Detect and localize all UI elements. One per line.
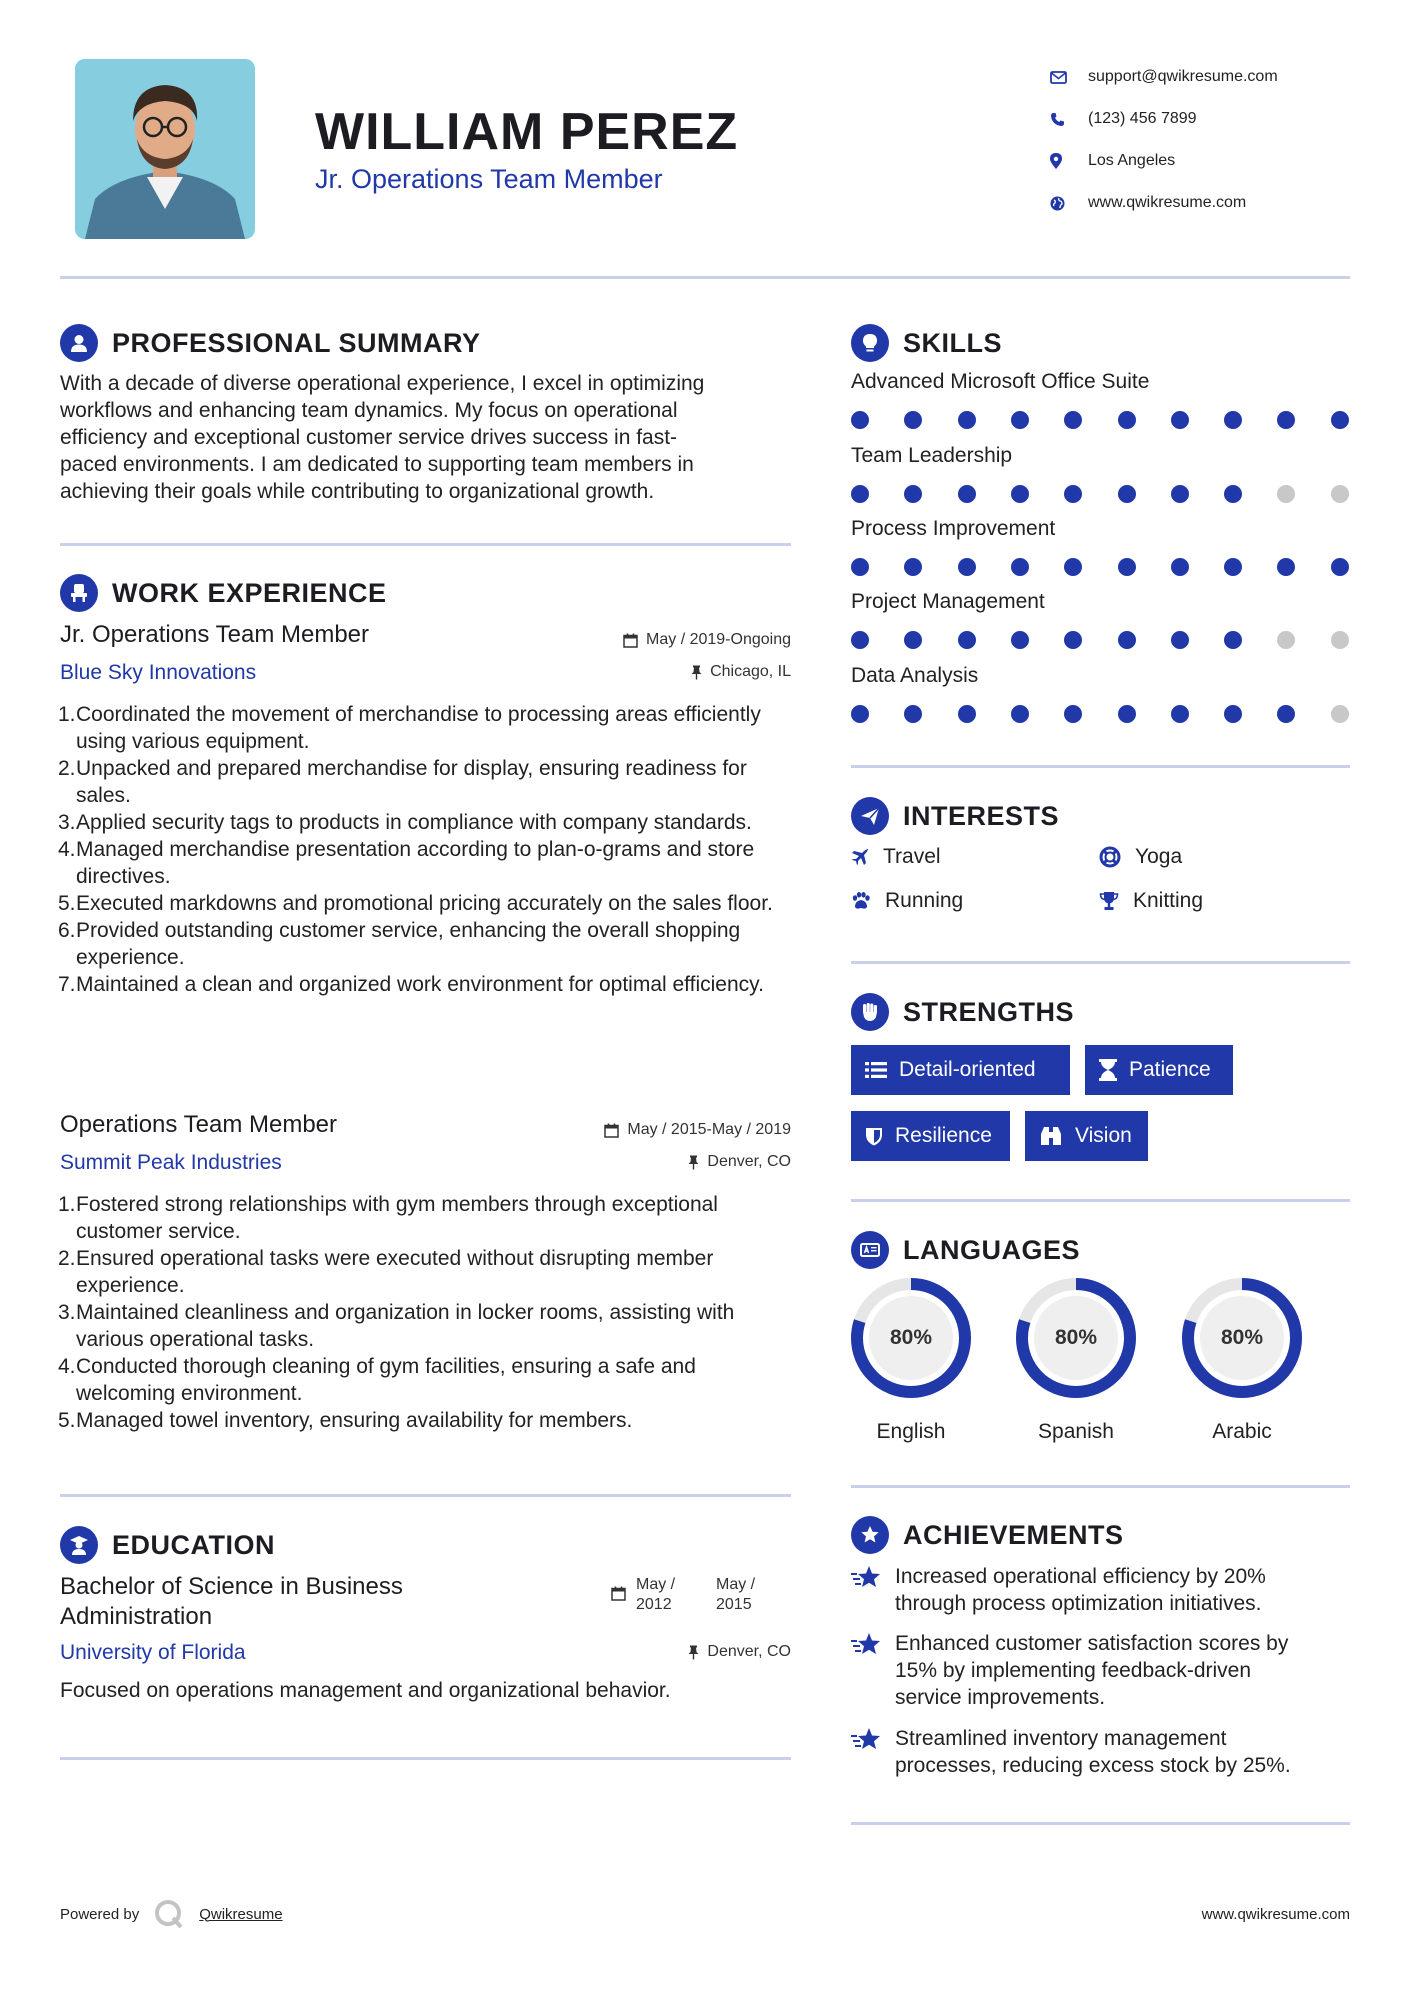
contact-block bbox=[1050, 56, 1380, 224]
interests-heading: INTERESTS bbox=[903, 800, 1060, 831]
achievements-header bbox=[851, 1516, 1124, 1554]
summary-heading: PROFESSIONAL SUMMARY bbox=[112, 327, 481, 358]
skill-dot-filled bbox=[1224, 411, 1242, 429]
skill-item bbox=[851, 444, 1351, 504]
education-end: May / 2015 bbox=[716, 1576, 756, 1613]
degree-title bbox=[60, 1572, 403, 1632]
skill-dot-filled bbox=[1064, 558, 1082, 576]
paper-plane-icon bbox=[859, 805, 881, 827]
skill-name: Data Analysis bbox=[851, 664, 979, 687]
interest-item bbox=[1099, 845, 1182, 869]
skill-name: Project Management bbox=[851, 590, 1045, 613]
skill-dot-filled bbox=[1171, 485, 1189, 503]
language-name: English bbox=[876, 1420, 946, 1443]
job-duties bbox=[60, 1191, 800, 1434]
skill-dot-empty bbox=[1331, 631, 1349, 649]
footer-website[interactable]: www.qwikresume.com bbox=[1201, 1906, 1350, 1923]
list-item: 3. Applied security tags to products in compliance with company standards. bbox=[58, 811, 752, 834]
achievement-item bbox=[851, 1725, 1351, 1779]
list-item: 6. Provided outstanding customer service, enhancing the overall shopping experience. bbox=[58, 919, 741, 969]
language-percent: 80% bbox=[1054, 1326, 1098, 1349]
skill-dot-filled bbox=[1171, 558, 1189, 576]
strength-tag bbox=[851, 1045, 1070, 1095]
skill-item bbox=[851, 664, 1351, 724]
skill-dot-filled bbox=[1171, 705, 1189, 723]
lifebuoy-icon bbox=[1099, 846, 1121, 868]
job-title: Operations Team Member bbox=[60, 1111, 338, 1138]
map-pin-icon bbox=[1050, 153, 1062, 169]
contact-location bbox=[1050, 140, 1380, 182]
phone-icon bbox=[1050, 112, 1065, 127]
skill-dot-filled bbox=[904, 631, 922, 649]
skill-dot-filled bbox=[1331, 558, 1349, 576]
summary-line: achieving their goals while contributing to organizational growth. bbox=[60, 480, 655, 503]
languages-heading: LANGUAGES bbox=[903, 1234, 1081, 1265]
strength-label: Detail-oriented bbox=[899, 1058, 1036, 1081]
education-location bbox=[688, 1643, 791, 1661]
candidate-name: WILLIAM PEREZ bbox=[315, 103, 739, 161]
contact-phone[interactable] bbox=[1050, 98, 1380, 140]
language-progress-ring bbox=[1180, 1276, 1304, 1400]
interest-label: Running bbox=[885, 889, 964, 912]
strengths-header bbox=[851, 993, 1074, 1031]
work-divider bbox=[60, 1494, 791, 1497]
star-badge-icon bbox=[859, 1524, 881, 1546]
skill-dot-empty bbox=[1277, 485, 1295, 503]
job-dates-text: May / 2015-May / 2019 bbox=[627, 1121, 791, 1138]
contact-email-text: support@qwikresume.com bbox=[1088, 68, 1278, 85]
skill-dot-filled bbox=[1277, 705, 1295, 723]
job-dates bbox=[604, 1121, 791, 1139]
skill-dot-filled bbox=[958, 558, 976, 576]
skill-dot-filled bbox=[1011, 558, 1029, 576]
contact-website-text: www.qwikresume.com bbox=[1088, 194, 1247, 211]
achievement-text: Increased operational efficiency by 20% through process optimization initiatives. bbox=[895, 1565, 1266, 1615]
skill-dot-filled bbox=[904, 558, 922, 576]
skill-dot-filled bbox=[851, 411, 869, 429]
list-item: 4. Conducted thorough cleaning of gym facilities, ensuring a safe and welcoming environment. bbox=[58, 1355, 696, 1405]
skill-dot-filled bbox=[1118, 705, 1136, 723]
calendar-icon bbox=[611, 1586, 626, 1601]
language-progress-ring bbox=[1014, 1276, 1138, 1400]
skill-dot-empty bbox=[1331, 485, 1349, 503]
strength-label: Patience bbox=[1129, 1058, 1211, 1081]
skill-dot-filled bbox=[1277, 411, 1295, 429]
language-progress-ring bbox=[849, 1276, 973, 1400]
achievement-text: Streamlined inventory management processes, reducing excess stock by 25%. bbox=[895, 1727, 1291, 1777]
skill-dot-filled bbox=[1064, 411, 1082, 429]
list-item: 2. Ensured operational tasks were executed without disrupting member experience. bbox=[58, 1247, 714, 1297]
interest-label: Travel bbox=[883, 845, 941, 868]
skill-name: Team Leadership bbox=[851, 444, 1013, 467]
interest-item bbox=[851, 845, 941, 869]
job-dates-text: May / 2019-Ongoing bbox=[646, 631, 791, 648]
interest-label: Yoga bbox=[1135, 845, 1183, 868]
strengths-divider bbox=[851, 1199, 1350, 1202]
candidate-title: Jr. Operations Team Member bbox=[315, 164, 663, 194]
strengths-heading: STRENGTHS bbox=[903, 996, 1075, 1027]
job-location-text: Denver, CO bbox=[707, 1153, 791, 1170]
list-item: 4. Managed merchandise presentation according to plan-o-grams and store directives. bbox=[58, 838, 755, 888]
skills-heading: SKILLS bbox=[903, 327, 1003, 358]
skill-item bbox=[851, 517, 1351, 577]
lightbulb-icon bbox=[859, 332, 881, 354]
language-percent: 80% bbox=[889, 1326, 933, 1349]
skill-dot-filled bbox=[958, 705, 976, 723]
degree-line: Administration bbox=[60, 1603, 213, 1630]
list-item: 5. Executed markdowns and promotional pricing accurately on the sales floor. bbox=[58, 892, 773, 915]
contact-email[interactable] bbox=[1050, 56, 1380, 98]
language-name: Arabic bbox=[1212, 1420, 1272, 1443]
achievements-divider bbox=[851, 1822, 1350, 1825]
strength-tag bbox=[1025, 1111, 1148, 1161]
strength-tag bbox=[851, 1111, 1010, 1161]
skill-dot-filled bbox=[1277, 558, 1295, 576]
achievement-item bbox=[851, 1630, 1351, 1711]
interest-item bbox=[1099, 889, 1203, 913]
education-header bbox=[60, 1526, 275, 1564]
skill-dot-empty bbox=[1277, 631, 1295, 649]
summary-line: paced environments. I am dedicated to supporting team members in bbox=[60, 453, 694, 476]
skill-dot-filled bbox=[1118, 485, 1136, 503]
skill-dot-empty bbox=[1331, 705, 1349, 723]
education-description: Focused on operations management and organizational behavior. bbox=[60, 1679, 671, 1702]
skills-header bbox=[851, 324, 1002, 362]
profile-photo bbox=[75, 59, 255, 239]
footer-brand-link[interactable]: Qwikresume bbox=[199, 1905, 283, 1923]
job-duties bbox=[60, 701, 790, 998]
summary-header bbox=[60, 324, 481, 362]
skill-dot-filled bbox=[851, 631, 869, 649]
skills-divider bbox=[851, 765, 1350, 768]
graduate-icon bbox=[68, 1534, 90, 1556]
skill-dot-filled bbox=[1011, 631, 1029, 649]
star-icon bbox=[851, 1565, 883, 1591]
list-item: 5. Managed towel inventory, ensuring availability for members. bbox=[58, 1409, 633, 1432]
education-dates bbox=[611, 1575, 755, 1615]
list-item: 2. Unpacked and prepared merchandise for display, ensuring readiness for sales. bbox=[58, 757, 747, 807]
strength-tag bbox=[1085, 1045, 1233, 1095]
skill-dot-filled bbox=[904, 705, 922, 723]
summary-line: With a decade of diverse operational experience, I excel in optimizing bbox=[60, 372, 705, 395]
pushpin-icon bbox=[691, 665, 702, 680]
envelope-icon bbox=[1050, 71, 1067, 84]
calendar-icon bbox=[623, 633, 638, 648]
header-divider bbox=[60, 276, 1350, 279]
job-company: Blue Sky Innovations bbox=[60, 661, 257, 684]
skill-dot-filled bbox=[904, 485, 922, 503]
skill-dot-filled bbox=[958, 631, 976, 649]
interests-divider bbox=[851, 961, 1350, 964]
user-icon bbox=[68, 332, 90, 354]
interest-label: Knitting bbox=[1133, 889, 1204, 912]
skill-rating bbox=[851, 482, 1351, 504]
pushpin-icon bbox=[688, 1645, 699, 1660]
languages-divider bbox=[851, 1485, 1350, 1488]
skill-item bbox=[851, 590, 1351, 650]
skill-dot-filled bbox=[958, 485, 976, 503]
job-location-text: Chicago, IL bbox=[710, 663, 791, 680]
language-icon bbox=[859, 1239, 881, 1261]
achievements-heading: ACHIEVEMENTS bbox=[903, 1519, 1124, 1550]
language-item bbox=[849, 1276, 973, 1444]
education-start: May / 2012 bbox=[636, 1576, 676, 1613]
work-header bbox=[60, 574, 387, 612]
language-item bbox=[1180, 1276, 1304, 1444]
job-title: Jr. Operations Team Member bbox=[60, 621, 370, 648]
airplane-icon bbox=[851, 848, 869, 866]
calendar-icon bbox=[604, 1123, 619, 1138]
language-percent: 80% bbox=[1220, 1326, 1264, 1349]
footer-powered-by bbox=[60, 1898, 283, 1930]
globe-icon bbox=[1050, 196, 1065, 211]
education-divider bbox=[60, 1757, 791, 1760]
degree-line: Bachelor of Science in Business bbox=[60, 1573, 403, 1600]
list-item: 1. Coordinated the movement of merchandise to processing areas efficiently using various equipment. bbox=[58, 703, 761, 753]
skill-dot-filled bbox=[1118, 631, 1136, 649]
summary-line: workflows and enhancing team dynamics. My focus on operational bbox=[60, 399, 678, 422]
briefcase-icon bbox=[68, 582, 90, 604]
job-company: Summit Peak Industries bbox=[60, 1151, 282, 1174]
skill-dot-filled bbox=[851, 705, 869, 723]
trophy-icon bbox=[1099, 891, 1119, 911]
skill-dot-filled bbox=[1224, 485, 1242, 503]
skill-dot-filled bbox=[1064, 485, 1082, 503]
school-name: University of Florida bbox=[60, 1641, 246, 1664]
education-location-text: Denver, CO bbox=[707, 1643, 791, 1660]
shield-icon bbox=[865, 1126, 883, 1146]
skill-dot-filled bbox=[1064, 631, 1082, 649]
job-location bbox=[688, 1153, 791, 1171]
language-item bbox=[1014, 1276, 1138, 1444]
skill-dot-filled bbox=[1118, 411, 1136, 429]
language-name: Spanish bbox=[1038, 1420, 1114, 1443]
skill-rating bbox=[851, 408, 1351, 430]
contact-website[interactable] bbox=[1050, 182, 1380, 224]
job-location bbox=[691, 663, 791, 681]
skill-item bbox=[851, 370, 1351, 430]
hourglass-icon bbox=[1099, 1059, 1117, 1081]
summary-line: efficiency and exceptional customer service drives success in fast- bbox=[60, 426, 678, 449]
binoculars-icon bbox=[1039, 1126, 1063, 1146]
skill-dot-filled bbox=[851, 558, 869, 576]
pushpin-icon bbox=[688, 1155, 699, 1170]
job-dates bbox=[623, 631, 791, 649]
skill-rating bbox=[851, 702, 1351, 724]
skill-dot-filled bbox=[1224, 631, 1242, 649]
skill-dot-filled bbox=[1171, 631, 1189, 649]
skill-dot-filled bbox=[1224, 558, 1242, 576]
work-heading: WORK EXPERIENCE bbox=[112, 577, 387, 608]
skill-name: Advanced Microsoft Office Suite bbox=[851, 370, 1150, 393]
list-icon bbox=[865, 1061, 887, 1079]
skill-dot-filled bbox=[904, 411, 922, 429]
skill-dot-filled bbox=[1011, 705, 1029, 723]
interest-item bbox=[851, 889, 963, 913]
fist-icon bbox=[859, 1001, 881, 1023]
skill-rating bbox=[851, 628, 1351, 650]
star-icon bbox=[851, 1727, 883, 1753]
summary-text bbox=[60, 370, 800, 505]
strength-label: Resilience bbox=[895, 1124, 992, 1147]
achievement-text: Enhanced customer satisfaction scores by 15% by implementing feedback-driven service improvements. bbox=[895, 1632, 1289, 1709]
summary-divider bbox=[60, 543, 791, 546]
qwikresume-logo-icon bbox=[153, 1898, 185, 1930]
list-item: 3. Maintained cleanliness and organization in locker rooms, assisting with various operational tasks. bbox=[58, 1301, 735, 1351]
skill-rating bbox=[851, 555, 1351, 577]
skill-name: Process Improvement bbox=[851, 517, 1056, 540]
list-item: 7. Maintained a clean and organized work environment for optimal efficiency. bbox=[58, 973, 764, 996]
interests-header bbox=[851, 797, 1059, 835]
star-icon bbox=[851, 1632, 883, 1658]
skill-dot-filled bbox=[1011, 411, 1029, 429]
achievement-item bbox=[851, 1563, 1351, 1617]
skill-dot-filled bbox=[958, 411, 976, 429]
skill-dot-filled bbox=[1171, 411, 1189, 429]
list-item: 1. Fostered strong relationships with gym members through exceptional customer service. bbox=[58, 1193, 718, 1243]
strength-label: Vision bbox=[1075, 1124, 1132, 1147]
education-heading: EDUCATION bbox=[112, 1529, 275, 1560]
skill-dot-filled bbox=[1064, 705, 1082, 723]
powered-by-text: Powered by bbox=[60, 1905, 140, 1923]
paw-icon bbox=[851, 892, 871, 910]
languages-header bbox=[851, 1231, 1080, 1269]
skill-dot-filled bbox=[1224, 705, 1242, 723]
skill-dot-filled bbox=[1331, 411, 1349, 429]
skill-dot-filled bbox=[1011, 485, 1029, 503]
skill-dot-filled bbox=[851, 485, 869, 503]
skill-dot-filled bbox=[1118, 558, 1136, 576]
contact-phone-text: (123) 456 7899 bbox=[1088, 110, 1197, 127]
contact-location-text: Los Angeles bbox=[1088, 152, 1176, 169]
